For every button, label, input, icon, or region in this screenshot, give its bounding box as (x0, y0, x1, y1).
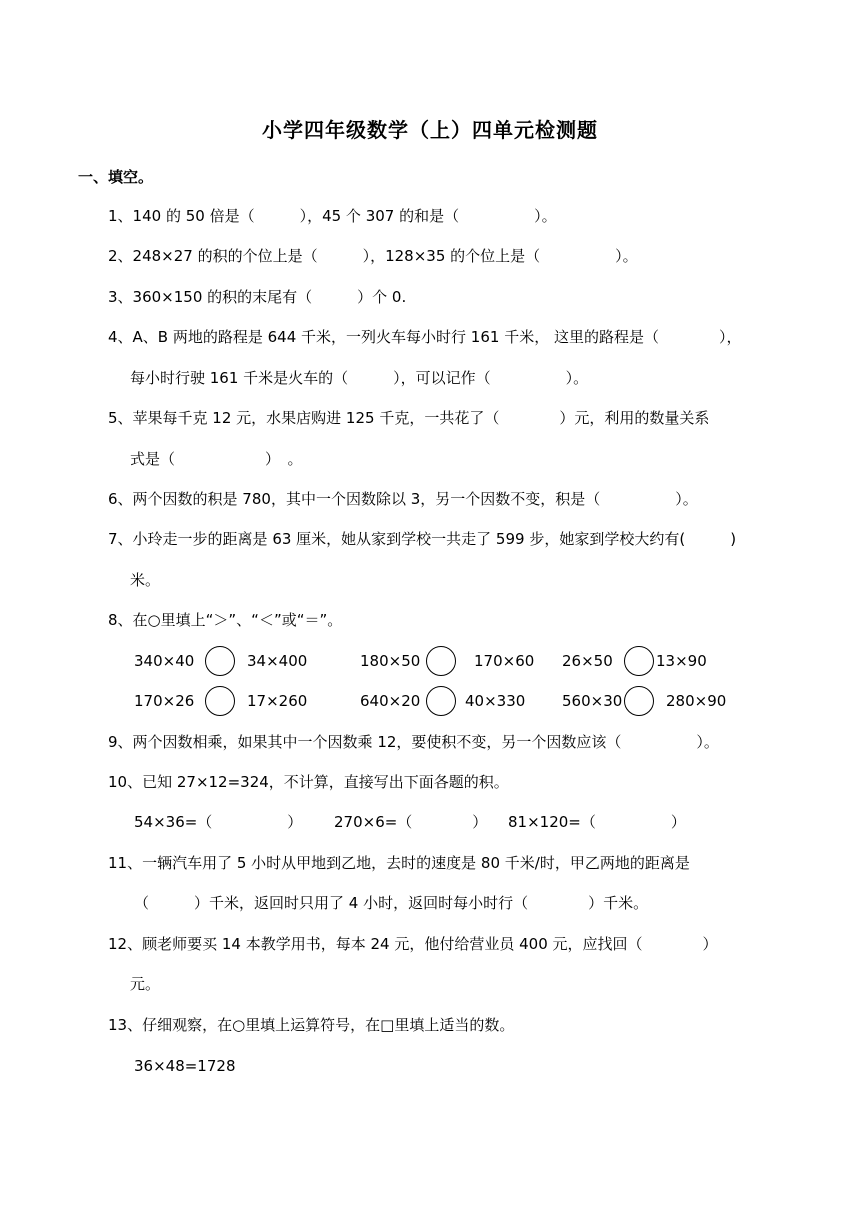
question-12-line1: 12、顾老师要买 14 本教学用书，每本 24 元，他付给营业员 400 元，应找回（ ） (108, 935, 718, 953)
question-6: 6、两个因数的积是 780，其中一个因数除以 3，另一个因数不变，积是（ ）。 (108, 490, 698, 508)
question-5-line1: 5、苹果每千克 12 元，水果店购进 125 千克，一共花了（ ）元，利用的数量关系 (108, 409, 710, 427)
blank-circle[interactable] (426, 686, 456, 716)
product-item: 54×36=（ ） (134, 813, 303, 831)
compare-right: 40×330 (465, 692, 526, 710)
compare-left: 26×50 (562, 652, 613, 670)
question-5-line2: 式是（ ） 。 (130, 450, 303, 468)
blank-circle[interactable] (205, 646, 235, 676)
question-3: 3、360×150 的积的末尾有（ ）个 0. (108, 288, 407, 306)
question-8: 8、在○里填上“＞”、“＜”或“＝”。 (108, 611, 343, 629)
blank-circle[interactable] (426, 646, 456, 676)
compare-right: 280×90 (666, 692, 727, 710)
question-1: 1、140 的 50 倍是（ ），45 个 307 的和是（ ）。 (108, 207, 557, 225)
compare-left: 180×50 (360, 652, 421, 670)
compare-left: 640×20 (360, 692, 421, 710)
blank-circle[interactable] (624, 646, 654, 676)
question-11-line2: （ ）千米，返回时只用了 4 小时，返回时每小时行（ ）千米。 (134, 894, 649, 912)
product-item: 270×6=（ ） (334, 813, 488, 831)
question-4-line1: 4、A、B 两地的路程是 644 千米，一列火车每小时行 161 千米， 这里的路程是（ ）， (108, 328, 742, 346)
question-7-line2: 米。 (130, 571, 161, 589)
compare-right: 34×400 (247, 652, 308, 670)
section-heading: 一、填空。 (78, 168, 154, 186)
product-item: 81×120=（ ） (508, 813, 686, 831)
question-7-line1: 7、小玲走一步的距离是 63 厘米，她从家到学校一共走了 599 步，她家到学校大约有( ) (108, 530, 737, 548)
compare-right: 170×60 (474, 652, 535, 670)
compare-left: 340×40 (134, 652, 195, 670)
compare-left: 170×26 (134, 692, 195, 710)
compare-left: 560×30 (562, 692, 623, 710)
question-9: 9、两个因数相乘，如果其中一个因数乘 12，要使积不变，另一个因数应该（ ）。 (108, 733, 719, 751)
compare-right: 17×260 (247, 692, 308, 710)
question-13: 13、仔细观察，在○里填上运算符号，在□里填上适当的数。 (108, 1016, 515, 1034)
compare-right: 13×90 (656, 652, 707, 670)
blank-circle[interactable] (624, 686, 654, 716)
question-11-line1: 11、一辆汽车用了 5 小时从甲地到乙地，去时的速度是 80 千米/时，甲乙两地的距离是 (108, 854, 690, 872)
question-2: 2、248×27 的积的个位上是（ ），128×35 的个位上是（ ）。 (108, 247, 638, 265)
question-4-line2: 每小时行驶 161 千米是火车的（ ），可以记作（ ）。 (130, 369, 589, 387)
question-13-equation: 36×48=1728 (134, 1057, 236, 1075)
blank-circle[interactable] (205, 686, 235, 716)
question-12-line2: 元。 (130, 975, 161, 993)
page-title: 小学四年级数学（上）四单元检测题 (262, 118, 598, 142)
question-10: 10、已知 27×12=324，不计算，直接写出下面各题的积。 (108, 773, 509, 791)
